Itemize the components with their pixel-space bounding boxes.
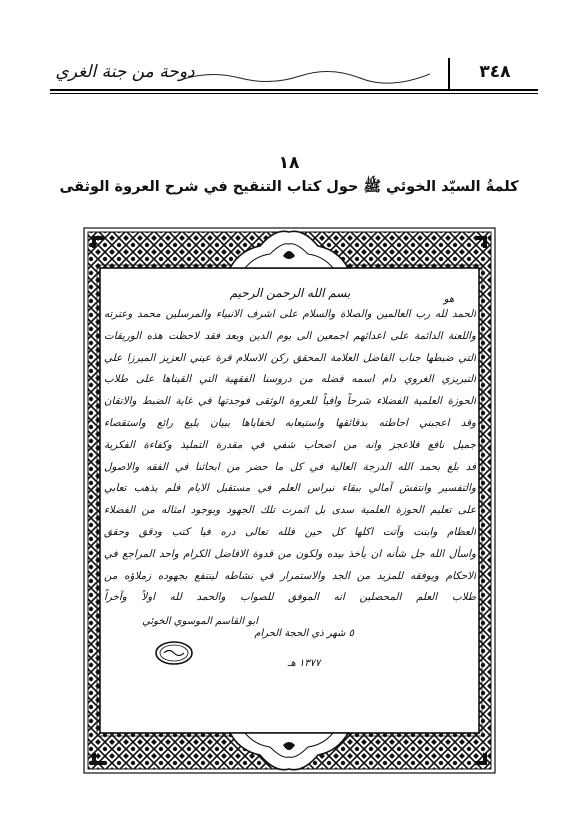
letter-line: الاحكام ويوفقه للمزيد من الجد والاستمرار في نشاطه لينتفع بجهوده زملاؤه من xyxy=(104,569,476,582)
letter-line: على تعليم الحوزة العلمية سدى بل اثمرت تلك الجهود وبوجود امثاله من الفضلاء xyxy=(104,504,476,517)
letter-line: واسأل الله جل شأنه ان يأخذ بيده ولكون من قدوة الافاضل الكرام واحد المراجع في xyxy=(104,547,476,560)
letter-line: طلاب العلم المحصلين انه الموفق للصواب والحمد لله اولاً وآخراً xyxy=(104,591,476,604)
letter-line: جميل نافع فلاعجز وانه من اصحاب شفي في مقدرة التمليذ وكفاءة الفكرية xyxy=(104,438,476,451)
letter-line: الحوزة العلمية الفضلاء شرحاً وافياً للعروة الوثقى فوجدتها في غاية الضبط والاتقان xyxy=(104,395,476,408)
seal-icon xyxy=(154,640,194,666)
letter-line: فد بلغ بحمد الله الدرجة العالية في كل ما حضر من ابحاثنا في الفقه والاصول xyxy=(104,460,476,473)
letter-year: ١٣٧٧ هـ xyxy=(287,658,321,669)
running-title: دوحة من جنة الغري xyxy=(55,62,195,82)
section-number: ١٨ xyxy=(278,153,300,173)
basmala: بسم الله الرحمن الرحيم xyxy=(229,286,351,300)
letter-line: والتفسير وانتفش آمالي ببقاء نبراس العلم في مستقبل الايام فلم يذهب تعابي xyxy=(104,482,476,495)
section-title: كلمةُ السيّد الخوئي ﷺ حول كتاب التنقيح في شرح العروة الوثقى xyxy=(59,179,519,195)
letter-date: ٥ شهر ذي الحجة الحرام xyxy=(254,628,354,639)
letter-line: وقد اعجبني احاطته بدقائقها واستيعابه لخفاياها ببيان بليغ رائع واستقصاء xyxy=(104,416,476,429)
corner-note: هو xyxy=(443,294,455,305)
letter-line: التبريزي الغروي دام اسمه فضله من دروسنا الفقهية التي القيناها على طلاب xyxy=(104,373,476,386)
letter-line: الحمد لله رب العالمين والصلاة والسلام على اشرف الانبياء والمرسلين محمد وعترته xyxy=(104,308,476,320)
letter-line: العظام وابنت وآتت اكلها كل حين فلله تعالى دره فيا كتب ودقق وحقق xyxy=(104,525,476,538)
signature: ابو القاسم الموسوي الخوئي xyxy=(142,616,258,627)
page-number: ٣٤٨ xyxy=(479,62,511,82)
letter-body xyxy=(104,304,476,609)
letter-line: واللعنة الدائمة على اعدائهم اجمعين الى يوم الدين وبعد فقد لاحظت هذه الوريقات xyxy=(104,329,476,342)
letter-line: التي ضبطها جناب الفاضل العلامة المحقق ركن الاسلام قرة عيني العزيز الميرزا علي xyxy=(104,351,476,364)
